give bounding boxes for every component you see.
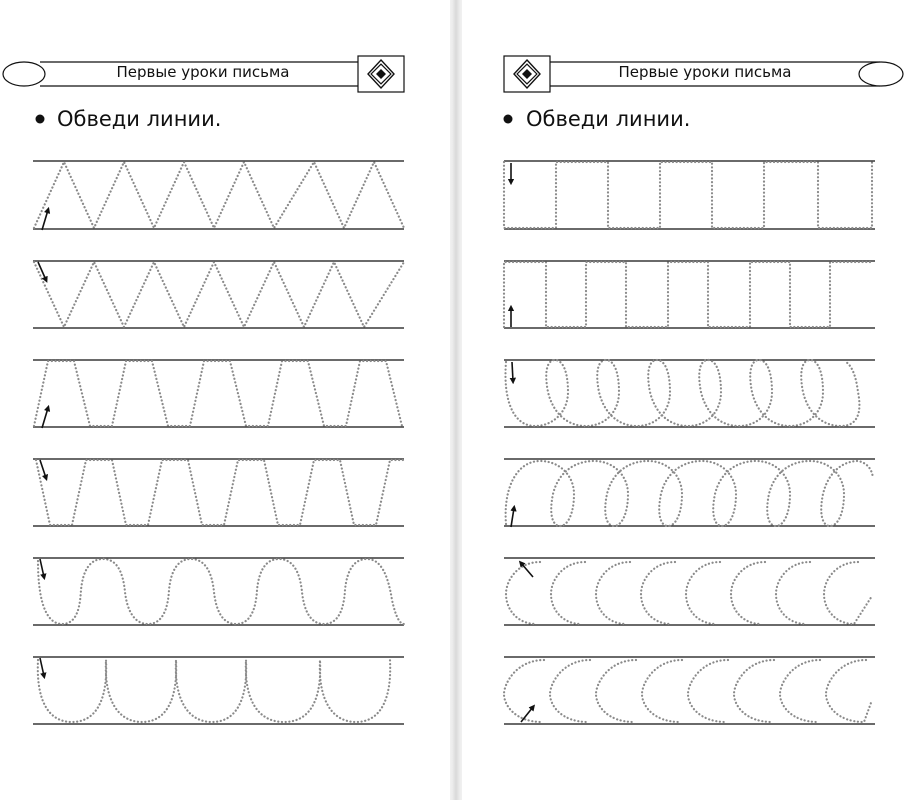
arrow-icon xyxy=(511,508,514,527)
trace-trapezoid-up xyxy=(34,361,402,426)
arrow-icon xyxy=(521,563,533,577)
left-header-bar xyxy=(3,56,404,92)
trace-square-wave-up xyxy=(504,262,872,327)
trace-trapezoid-down xyxy=(36,460,404,525)
left-ruled-lines xyxy=(33,161,404,724)
trace-zigzag-peaks xyxy=(34,162,404,228)
arrow-icon xyxy=(521,707,533,722)
trace-zigzag-valleys xyxy=(34,262,404,327)
trace-c-curves-large xyxy=(504,660,872,722)
header-title: Первые уроки письма xyxy=(116,63,290,81)
trace-u-arches xyxy=(38,660,390,722)
instruction-text: Обведи линии. xyxy=(57,107,222,131)
diamond-emblem-icon xyxy=(504,56,550,92)
trace-wave-arches xyxy=(38,559,404,624)
arrow-icon xyxy=(38,262,46,280)
bullet-icon xyxy=(504,115,513,124)
trace-loops-up xyxy=(506,461,873,526)
bullet-icon xyxy=(36,115,45,124)
arrow-icon xyxy=(42,210,48,230)
arrow-icon xyxy=(42,408,48,428)
arrow-icon xyxy=(512,362,513,381)
header-title: Первые уроки письма xyxy=(618,63,792,81)
trace-loops-down xyxy=(505,360,859,426)
right-ruled-lines xyxy=(504,161,875,724)
trace-square-wave-down xyxy=(504,162,872,228)
arrow-icon xyxy=(40,658,44,676)
right-header-bar xyxy=(504,56,903,92)
instruction-text: Обведи линии. xyxy=(526,107,691,131)
arrow-icon xyxy=(40,559,44,577)
page-number-oval xyxy=(3,62,45,86)
arrow-icon xyxy=(40,460,46,478)
page-number-oval xyxy=(859,62,903,86)
trace-c-curves-small xyxy=(506,562,872,624)
diamond-emblem-icon xyxy=(358,56,404,92)
